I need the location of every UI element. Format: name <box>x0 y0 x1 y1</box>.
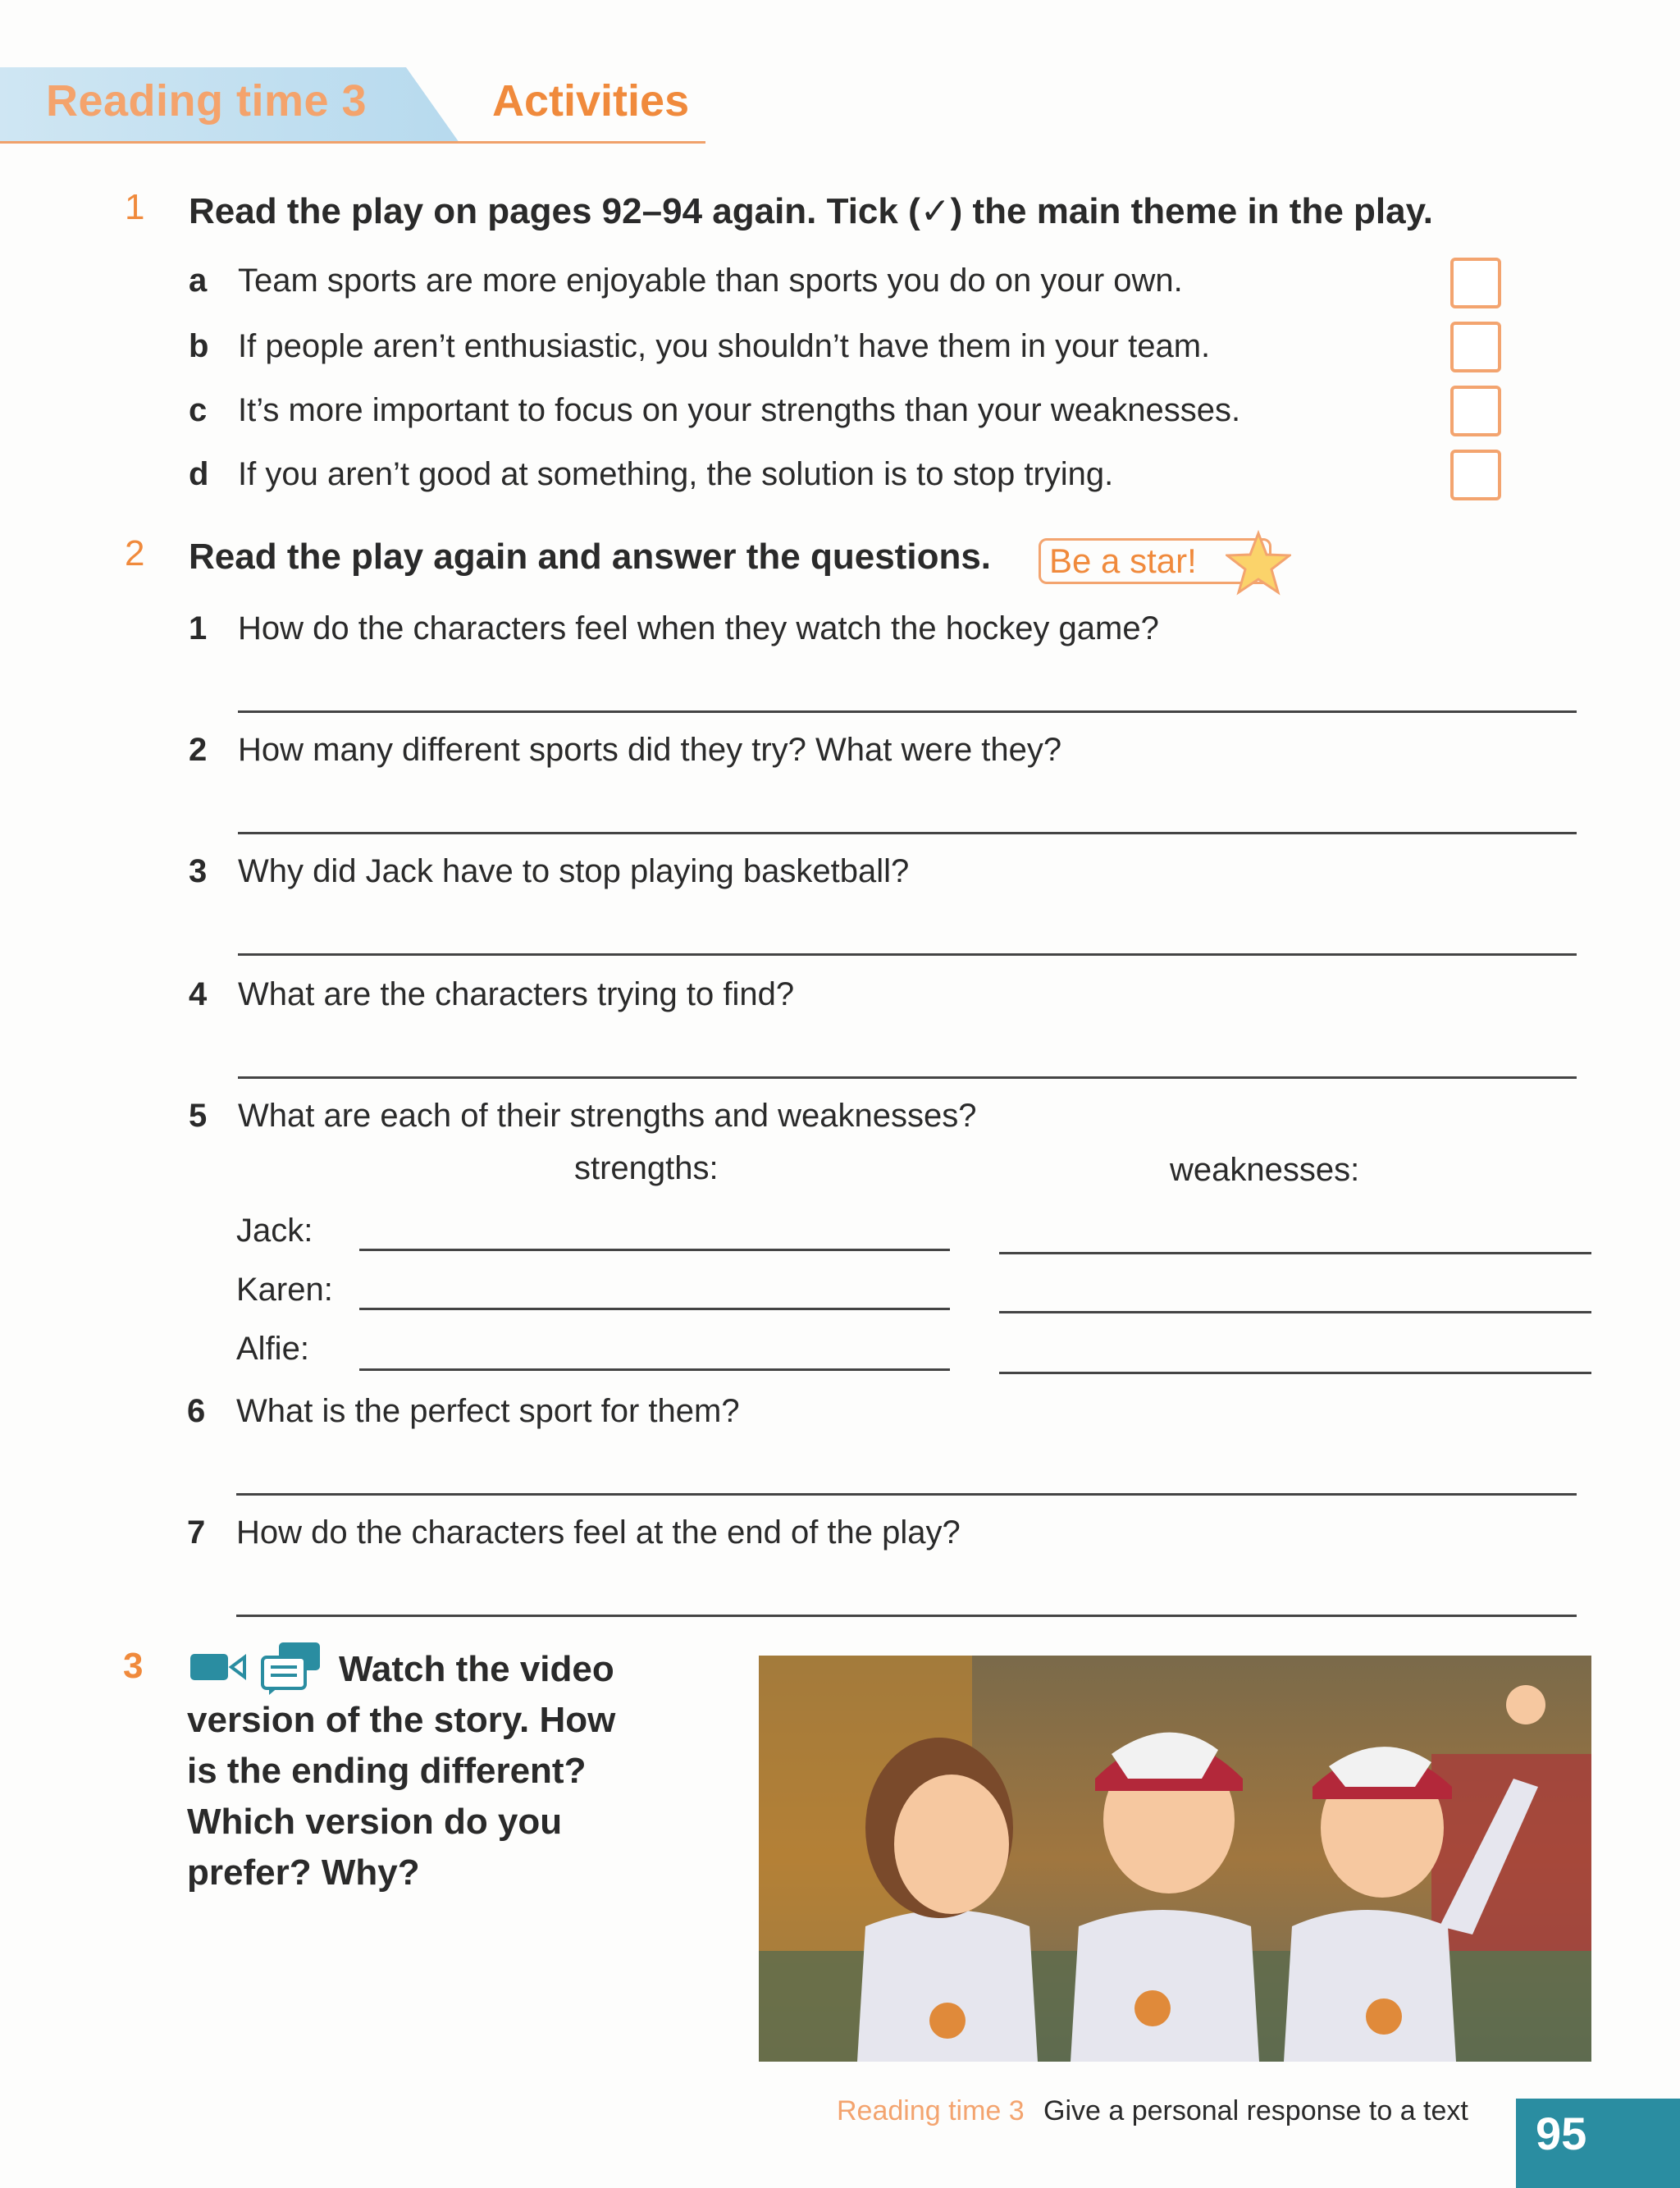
name-alfie: Alfie: <box>236 1331 309 1367</box>
subq-number: 6 <box>187 1393 206 1429</box>
subq-text: How many different sports did they try? What were they? <box>238 732 1062 768</box>
subq-text: What is the perfect sport for them? <box>236 1393 740 1429</box>
answer-line-6[interactable] <box>236 1493 1577 1496</box>
answer-line-3[interactable] <box>238 953 1577 956</box>
option-letter: d <box>189 456 209 492</box>
star-icon <box>1226 530 1291 596</box>
option-letter: b <box>189 328 209 364</box>
answer-line-7[interactable] <box>236 1615 1577 1617</box>
header-underline <box>0 141 705 144</box>
option-letter: c <box>189 392 208 428</box>
karen-weaknesses-line[interactable] <box>999 1311 1591 1313</box>
footer-subtitle: Give a personal response to a text <box>1043 2095 1468 2126</box>
be-a-star-badge: Be a star! <box>1039 538 1271 584</box>
subq-number: 5 <box>189 1098 208 1134</box>
subq-number: 7 <box>187 1514 206 1551</box>
option-text: It’s more important to focus on your strengths than your weaknesses. <box>238 392 1241 428</box>
footer-section: Reading time 3 <box>837 2095 1025 2126</box>
subq-number: 4 <box>189 976 208 1012</box>
name-karen: Karen: <box>236 1272 333 1308</box>
tick-box-c[interactable] <box>1450 386 1501 436</box>
answer-line-1[interactable] <box>238 710 1577 713</box>
activities-title: Activities <box>492 76 690 126</box>
option-text: Team sports are more enjoyable than sports you do on your own. <box>238 263 1183 299</box>
q2-instruction: Read the play again and answer the questions. <box>189 537 992 577</box>
subq-text: What are each of their strengths and weaknesses? <box>238 1098 977 1134</box>
answer-line-2[interactable] <box>238 832 1577 834</box>
alfie-weaknesses-line[interactable] <box>999 1372 1591 1374</box>
alfie-strengths-line[interactable] <box>359 1368 950 1371</box>
subq-number: 2 <box>189 732 208 768</box>
subq-number: 1 <box>189 610 208 646</box>
subq-text: How do the characters feel when they watch the hockey game? <box>238 610 1159 646</box>
strengths-header: strengths: <box>574 1150 719 1186</box>
jack-strengths-line[interactable] <box>359 1249 950 1251</box>
option-text: If you aren’t good at something, the solution is to stop trying. <box>238 456 1114 492</box>
section-title: Reading time 3 <box>46 76 368 126</box>
subq-text: How do the characters feel at the end of the play? <box>236 1514 961 1551</box>
q2-number: 2 <box>125 533 145 573</box>
video-still-illustration <box>759 1656 1591 2062</box>
q1-number: 1 <box>125 187 145 227</box>
karen-strengths-line[interactable] <box>359 1308 950 1310</box>
q1-instruction: Read the play on pages 92–94 again. Tick (✓) the main theme in the play. <box>189 191 1434 231</box>
jack-weaknesses-line[interactable] <box>999 1252 1591 1254</box>
tick-box-d[interactable] <box>1450 450 1501 500</box>
tick-box-a[interactable] <box>1450 258 1501 308</box>
subq-number: 3 <box>189 853 208 889</box>
subq-text: What are the characters trying to find? <box>238 976 795 1012</box>
subq-text: Why did Jack have to stop playing basketball? <box>238 853 910 889</box>
tick-box-b[interactable] <box>1450 322 1501 372</box>
option-letter: a <box>189 263 208 299</box>
answer-line-4[interactable] <box>238 1076 1577 1079</box>
name-jack: Jack: <box>236 1213 313 1249</box>
page-number: 95 <box>1536 2108 1587 2159</box>
option-text: If people aren’t enthusiastic, you shouldn’t have them in your team. <box>238 328 1211 364</box>
q3-number: 3 <box>123 1646 144 1686</box>
q3-instruction: Watch the video version of the story. How is the ending different? Which version do you prefer? Why? <box>187 1649 616 1893</box>
weaknesses-header: weaknesses: <box>1170 1152 1360 1188</box>
